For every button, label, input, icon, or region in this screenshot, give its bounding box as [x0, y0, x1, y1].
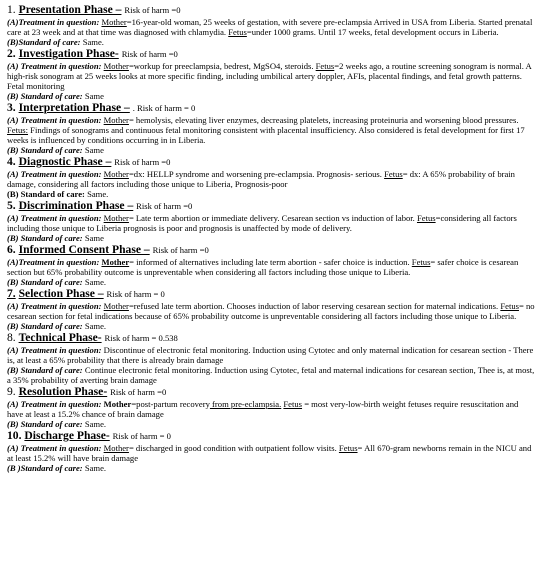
standard-label: (B) Standard of care:: [7, 189, 85, 199]
phase-number: 1.: [7, 3, 16, 16]
risk-of-harm: Risk of harm = 0: [106, 289, 165, 299]
phase-heading: [7, 155, 535, 169]
phase-number: 4.: [7, 155, 16, 168]
phase-title: Discrimination Phase –: [18, 199, 134, 212]
fetus-text: =considering all factors including those unique to Liberia prognosis is poor and prognosis is unaffected by mode of delivery.: [7, 213, 517, 233]
phase-title: Discharge Phase-: [24, 429, 110, 442]
mother-label: Mother: [101, 17, 127, 27]
phase-heading: [7, 331, 535, 345]
treatment-line: [7, 257, 535, 277]
fetus-label: Fetus: [411, 257, 431, 267]
risk-of-harm: Risk of harm =0: [114, 157, 171, 167]
mother-label: Mother: [101, 257, 130, 267]
standard-text: Same.: [84, 321, 107, 331]
standard-text: Same.: [84, 463, 107, 473]
fetus-label: Fetus: [283, 399, 303, 409]
phase-5: [7, 199, 535, 243]
fetus-text: =under 1000 grams. Until 17 weeks, fetal development occurs in Liberia.: [246, 27, 499, 37]
phase-title: Informed Consent Phase –: [18, 243, 150, 256]
standard-text: Same: [84, 91, 104, 101]
treatment-label: (A) Treatment in question:: [7, 399, 102, 409]
fetus-text: = All 670-gram newborns remain in the NICU and at least 15.2% will have brain damage: [7, 443, 532, 463]
treatment-text: Discontinue of electronic fetal monitoring. Induction using Cytotec and only maternal indication for cesarean section - There is, at least a 65% probability that there is already brain damage: [7, 345, 534, 365]
mother-label: Mother: [103, 213, 129, 223]
phase-heading: [7, 243, 535, 257]
treatment-line: [7, 345, 535, 365]
mother-label: Mother: [103, 115, 129, 125]
standard-label: (B )Standard of care:: [7, 463, 83, 473]
mother-label: Mother: [103, 301, 129, 311]
standard-label: (B)Standard of care:: [7, 37, 81, 47]
phase-9: [7, 385, 535, 429]
standard-label: (B) Standard of care:: [7, 145, 83, 155]
fetus-text: = no cesarean section for fetal indications because of 65% probability outcome is unpreventable considering all factors including those unique to Liberia.: [7, 301, 535, 321]
risk-of-harm: Risk of harm =0: [110, 387, 167, 397]
treatment-label: (A) Treatment in question:: [7, 169, 102, 179]
phase-heading: [7, 199, 535, 213]
phase-number: 7.: [7, 287, 16, 300]
standard-line: [7, 91, 535, 101]
mother-label: Mother: [103, 61, 129, 71]
risk-of-harm: Risk of harm =0: [121, 49, 178, 59]
fetus-text: = most very-low-birth weight fetuses require resuscitation and have at least a 15.2% chance of brain damage: [7, 399, 519, 419]
phase-heading: [7, 101, 535, 115]
standard-label: (B) Standard of care:: [7, 233, 83, 243]
standard-line: [7, 277, 535, 287]
fetus-text: =2 weeks ago, a routine screening sonogram is normal. A high-risk sonogram at 25 weeks looks at more specific finding, including umbilical artery doppler, AFIs, placental findings, and fetal growth patterns. Fetal monitoring: [7, 61, 532, 91]
phase-2: [7, 47, 535, 101]
standard-label: (B) Standard of care:: [7, 277, 83, 287]
treatment-line: [7, 443, 535, 463]
standard-line: [7, 37, 535, 47]
phase-title: Technical Phase-: [18, 331, 102, 344]
phase-heading: [7, 3, 535, 17]
treatment-label: (A)Treatment in question:: [7, 257, 100, 267]
mother-text: =post-partum recovery: [131, 399, 210, 409]
phase-number: 8.: [7, 331, 16, 344]
risk-of-harm: Risk of harm = 0.538: [104, 333, 178, 343]
phase-title: Investigation Phase-: [18, 47, 119, 60]
treatment-label: (A) Treatment in question:: [7, 61, 102, 71]
phase-number: 5.: [7, 199, 16, 212]
phase-6: [7, 243, 535, 287]
treatment-label: (A) Treatment in question:: [7, 345, 102, 355]
standard-text: Same: [84, 233, 104, 243]
phase-heading: [7, 287, 535, 301]
standard-line: [7, 233, 535, 243]
risk-of-harm: . Risk of harm = 0: [132, 103, 196, 113]
phase-number: 3.: [7, 101, 16, 114]
mother-label: Mother: [103, 443, 129, 453]
mother-text: =refused late term abortion. Chooses induction of labor reserving cesarean section for maternal indications.: [128, 301, 499, 311]
treatment-line: [7, 115, 535, 145]
standard-text: Same.: [84, 419, 107, 429]
phase-heading: [7, 47, 535, 61]
standard-line: [7, 419, 535, 429]
treatment-label: (A) Treatment in question:: [7, 301, 102, 311]
treatment-line: [7, 61, 535, 91]
fetus-text: = safer choice is cesarean section but 65% probability outcome is unpreventable when considering all factors including those unique to Liberia.: [7, 257, 519, 277]
mother-text: =dx: HELLP syndrome and worsening pre-eclampsia. Prognosis- serious.: [128, 169, 382, 179]
standard-label: (B) Standard of care:: [7, 419, 83, 429]
mother-text: = informed of alternatives including late term abortion - safer choice is induction.: [129, 257, 410, 267]
treatment-line: [7, 213, 535, 233]
standard-line: [7, 365, 535, 385]
risk-of-harm: Risk of harm =0: [124, 5, 181, 15]
standard-text: Same.: [82, 37, 104, 47]
treatment-label: (A) Treatment in question:: [7, 115, 102, 125]
phase-1: [7, 3, 535, 47]
mother-text: = discharged in good condition with outpatient follow visits.: [128, 443, 337, 453]
standard-text: Same: [84, 145, 104, 155]
mother-text: = hemolysis, elevating liver enzymes, decreasing platelets, increasing proteinuria and worsening blood pressures.: [128, 115, 519, 125]
standard-line: [7, 463, 535, 473]
treatment-line: [7, 399, 535, 419]
phase-number: 2.: [7, 47, 16, 60]
treatment-line: [7, 17, 535, 37]
phase-10: [7, 429, 535, 473]
phase-number: 10.: [7, 429, 22, 442]
fetus-label: Fetus: [315, 61, 335, 71]
risk-of-harm: Risk of harm =0: [136, 201, 193, 211]
phase-4: [7, 155, 535, 199]
treatment-label: (A)Treatment in question:: [7, 17, 100, 27]
fetus-label: Fetus: [228, 27, 247, 37]
phase-title: Presentation Phase –: [18, 3, 122, 16]
treatment-line: [7, 169, 535, 189]
mother-label: Mother: [103, 399, 132, 409]
mother-text: =workup for preeclampsia, bedrest, MgSO4, steroids.: [128, 61, 314, 71]
standard-text: Same.: [84, 277, 107, 287]
mother-label: Mother: [103, 169, 129, 179]
phase-title: Interpretation Phase –: [18, 101, 130, 114]
standard-line: [7, 189, 535, 199]
phase-heading: [7, 385, 535, 399]
treatment-line: [7, 301, 535, 321]
fetus-label: Fetus: [416, 213, 436, 223]
phase-number: 9.: [7, 385, 16, 398]
treatment-label: (A) Treatment in question:: [7, 443, 102, 453]
phase-3: [7, 101, 535, 155]
phase-title: Selection Phase –: [18, 287, 104, 300]
standard-text: Same.: [87, 189, 109, 199]
risk-of-harm: Risk of harm = 0: [112, 431, 171, 441]
standard-label: (B) Standard of care:: [7, 321, 83, 331]
fetus-label: Fetus:: [7, 125, 29, 135]
risk-of-harm: Risk of harm =0: [152, 245, 209, 255]
standard-line: [7, 321, 535, 331]
mother-text: = Late term abortion or immediate delivery. Cesarean section vs induction of labor.: [128, 213, 415, 223]
mother-extra-text: from pre-eclampsia.: [209, 399, 282, 409]
standard-label: (B) Standard of care:: [7, 91, 83, 101]
fetus-text: = dx: A 65% probability of brain damage, considering all factors including those unique to Liberia, Prognosis-poor: [7, 169, 515, 189]
fetus-label: Fetus: [384, 169, 403, 179]
mother-text: =16-year-old woman, 25 weeks of gestation, with severe pre-eclampsia Arrived in USA from Liberia. Started prenatal care at 23 week and at that time was diagnosed with chlamydia.: [7, 17, 533, 37]
phase-8: [7, 331, 535, 385]
standard-label: (B) Standard of care:: [7, 365, 83, 375]
phase-title: Resolution Phase-: [18, 385, 108, 398]
phase-title: Diagnostic Phase –: [18, 155, 112, 168]
phase-number: 6.: [7, 243, 16, 256]
fetus-label: Fetus: [500, 301, 519, 311]
standard-line: [7, 145, 535, 155]
standard-text: Continue electronic fetal monitoring. Induction using Cytotec, fetal and maternal indications for cesarean section, Thee is, at most, a 35% probability of averting brain damage: [7, 365, 535, 385]
phase-7: [7, 287, 535, 331]
fetus-label: Fetus: [338, 443, 358, 453]
treatment-label: (A) Treatment in question:: [7, 213, 102, 223]
fetus-text: Findings of sonograms and continuous fetal monitoring consistent with placental insufficiency. Also considered is fetal development for first 17 weeks is influenced by conditions occurring in in Liberia.: [7, 125, 525, 145]
phase-heading: [7, 429, 535, 443]
